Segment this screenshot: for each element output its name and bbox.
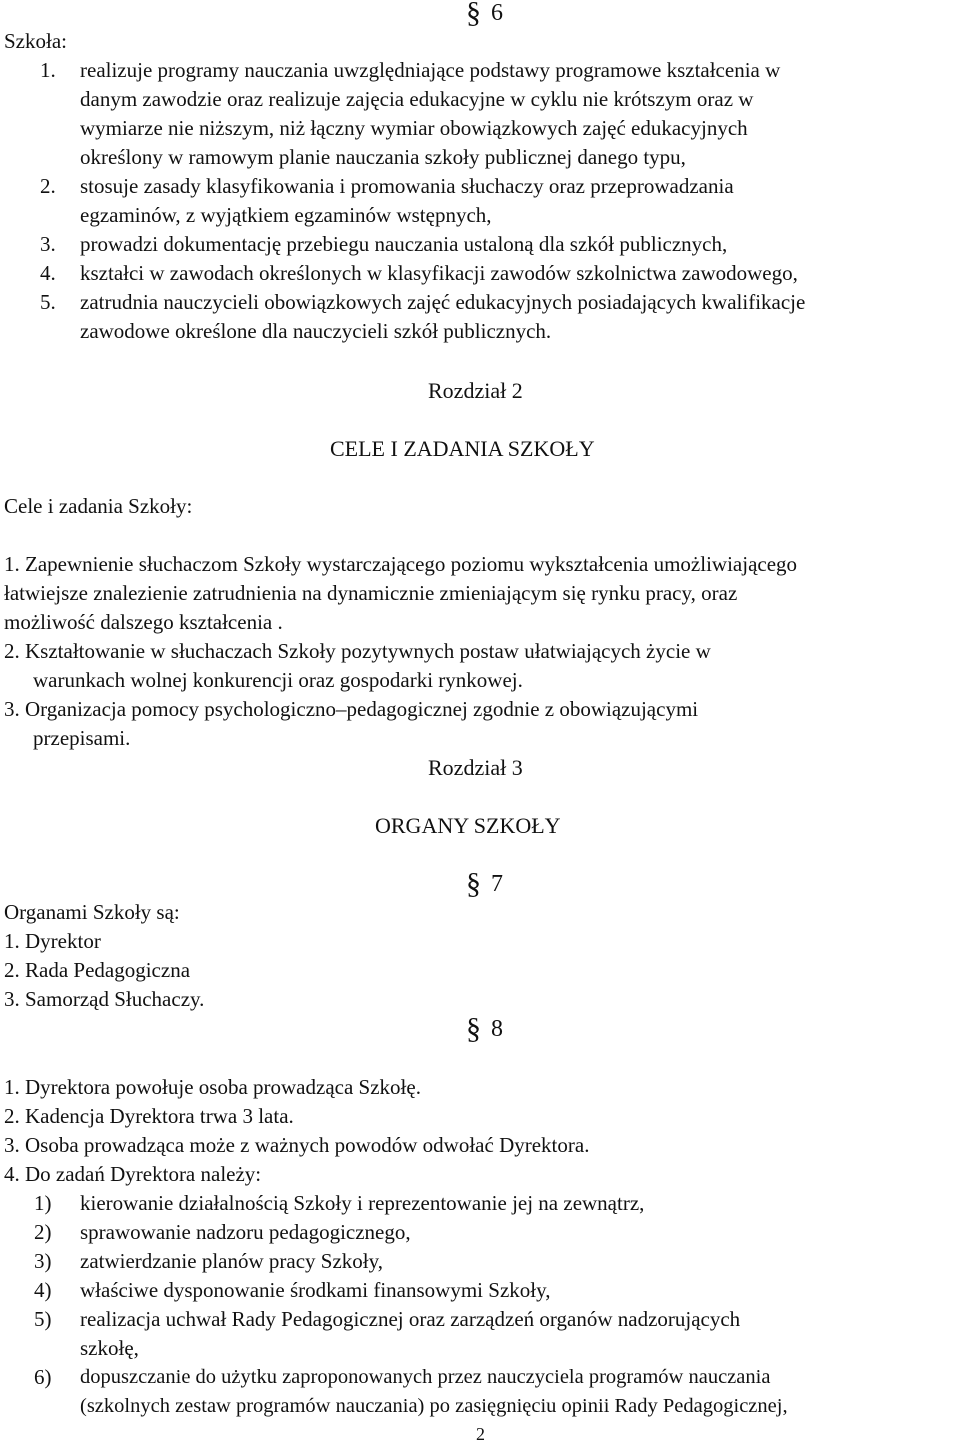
- chapter-2-title: CELE I ZADANIA SZKOŁY: [330, 436, 595, 461]
- list-item: [80, 259, 798, 288]
- list-item-number: 2.: [4, 639, 20, 663]
- section-number: 7: [491, 871, 503, 897]
- list-item: [80, 56, 780, 172]
- section-number: 8: [491, 1016, 503, 1042]
- section-symbol: §: [466, 1012, 481, 1045]
- list-item: 3. Samorząd Słuchaczy.: [4, 987, 205, 1011]
- list-item: [4, 550, 797, 637]
- list-item: 2. Rada Pedagogiczna: [4, 958, 191, 982]
- list-item: [80, 288, 805, 346]
- text-line: danym zawodzie oraz realizuje zajęcia edukacyjne w cyklu nie krótszym oraz w: [80, 87, 754, 111]
- list-item-number: 1.: [4, 552, 20, 576]
- text-line: szkołę,: [80, 1336, 139, 1360]
- organy-block: [4, 898, 204, 1014]
- list-item: [80, 1276, 550, 1305]
- text-line: Kształtowanie w słuchaczach Szkoły pozytywnych postaw ułatwiających życie w: [25, 639, 711, 663]
- text-line: kierowanie działalnością Szkoły i reprezentowanie jej na zewnątrz,: [80, 1191, 645, 1215]
- list-item: [4, 695, 698, 753]
- text-line: (szkolnych zestaw programów nauczania) po zasięgnięciu opinii Rady Pedagogicznej,: [80, 1395, 788, 1417]
- cele-label: Cele i zadania Szkoły:: [4, 494, 193, 518]
- list-item-number: 3): [34, 1249, 52, 1273]
- list-item: 4. Do zadań Dyrektora należy:: [4, 1162, 262, 1186]
- text-line: przepisami.: [33, 726, 131, 750]
- list-item: [80, 1305, 740, 1363]
- list-item-number: 6): [34, 1365, 52, 1389]
- list-item: [80, 1247, 383, 1276]
- text-line: dopuszczanie do użytku zaproponowanych przez nauczyciela programów nauczania: [80, 1366, 771, 1388]
- list-item: 1. Dyrektora powołuje osoba prowadząca Szkołę.: [4, 1075, 421, 1099]
- text-line: określony w ramowym planie nauczania szkoły publicznej danego typu,: [80, 145, 686, 169]
- chapter-3-title: ORGANY SZKOŁY: [375, 813, 561, 838]
- text-line: właściwe dysponowanie środkami finansowymi Szkoły,: [80, 1278, 551, 1302]
- text-line: Organizacja pomocy psychologiczno–pedagogicznej zgodnie z obowiązującymi: [25, 697, 699, 721]
- text-line: realizuje programy nauczania uwzględniające podstawy programowe kształcenia w: [80, 58, 781, 82]
- list-item-number: 1): [34, 1191, 52, 1215]
- szkola-label: Szkoła:: [4, 29, 67, 53]
- list-item-number: 4.: [40, 261, 56, 285]
- text-line: realizacja uchwał Rady Pedagogicznej oraz zarządzeń organów nadzorujących: [80, 1307, 741, 1331]
- chapter-2-label: Rozdział 2: [428, 378, 523, 403]
- list-item: 3. Osoba prowadząca może z ważnych powodów odwołać Dyrektora.: [4, 1133, 590, 1157]
- page-number: 2: [476, 1424, 485, 1444]
- section-6-heading: [466, 0, 503, 28]
- organy-label: Organami Szkoły są:: [4, 900, 180, 924]
- list-item-number: 4): [34, 1278, 52, 1302]
- list-item-number: 5.: [40, 290, 56, 314]
- list-item-number: 2.: [40, 174, 56, 198]
- text-line: egzaminów, z wyjątkiem egzaminów wstępnych,: [80, 203, 492, 227]
- text-line: stosuje zasady klasyfikowania i promowania słuchaczy oraz przeprowadzania: [80, 174, 734, 198]
- text-line: możliwość dalszego kształcenia .: [4, 610, 283, 634]
- text-line: zawodowe określone dla nauczycieli szkół publicznych.: [80, 319, 552, 343]
- list-item-number: 2): [34, 1220, 52, 1244]
- list-item-number: 3.: [4, 697, 20, 721]
- list-item: [80, 1363, 788, 1421]
- text-line: warunkach wolnej konkurencji oraz gospodarki rynkowej.: [33, 668, 523, 692]
- list-item-number: 1.: [40, 58, 56, 82]
- section-symbol: §: [466, 0, 481, 29]
- chapter-3-label: Rozdział 3: [428, 755, 523, 780]
- text-line: zatrudnia nauczycieli obowiązkowych zajęć edukacyjnych posiadających kwalifikacje: [80, 290, 806, 314]
- list-item: [80, 1189, 644, 1218]
- list-item: 2. Kadencja Dyrektora trwa 3 lata.: [4, 1104, 294, 1128]
- section-number: 6: [491, 0, 503, 26]
- list-item: [80, 172, 734, 230]
- list-item-number: 3.: [40, 232, 56, 256]
- text-line: kształci w zawodach określonych w klasyfikacji zawodów szkolnictwa zawodowego,: [80, 261, 798, 285]
- list-item: [80, 1218, 411, 1247]
- list-item: [4, 637, 711, 695]
- text-line: zatwierdzanie planów pracy Szkoły,: [80, 1249, 384, 1273]
- section-8-heading: [466, 1014, 503, 1044]
- text-line: Zapewnienie słuchaczom Szkoły wystarczającego poziomu wykształcenia umożliwiającego: [25, 552, 798, 576]
- list-item: 1. Dyrektor: [4, 929, 101, 953]
- list-item-number: 5): [34, 1307, 52, 1331]
- text-line: łatwiejsze znalezienie zatrudnienia na dynamicznie zmieniającym się rynku pracy, oraz: [4, 581, 738, 605]
- text-line: sprawowanie nadzoru pedagogicznego,: [80, 1220, 411, 1244]
- text-line: wymiarze nie niższym, niż łączny wymiar obowiązkowych zajęć edukacyjnych: [80, 116, 748, 140]
- section-symbol: §: [466, 867, 481, 900]
- text-line: prowadzi dokumentację przebiegu nauczania ustaloną dla szkół publicznych,: [80, 232, 728, 256]
- list-item: [80, 230, 727, 259]
- dyrektor-block: [4, 1073, 589, 1189]
- section-7-heading: [466, 869, 503, 899]
